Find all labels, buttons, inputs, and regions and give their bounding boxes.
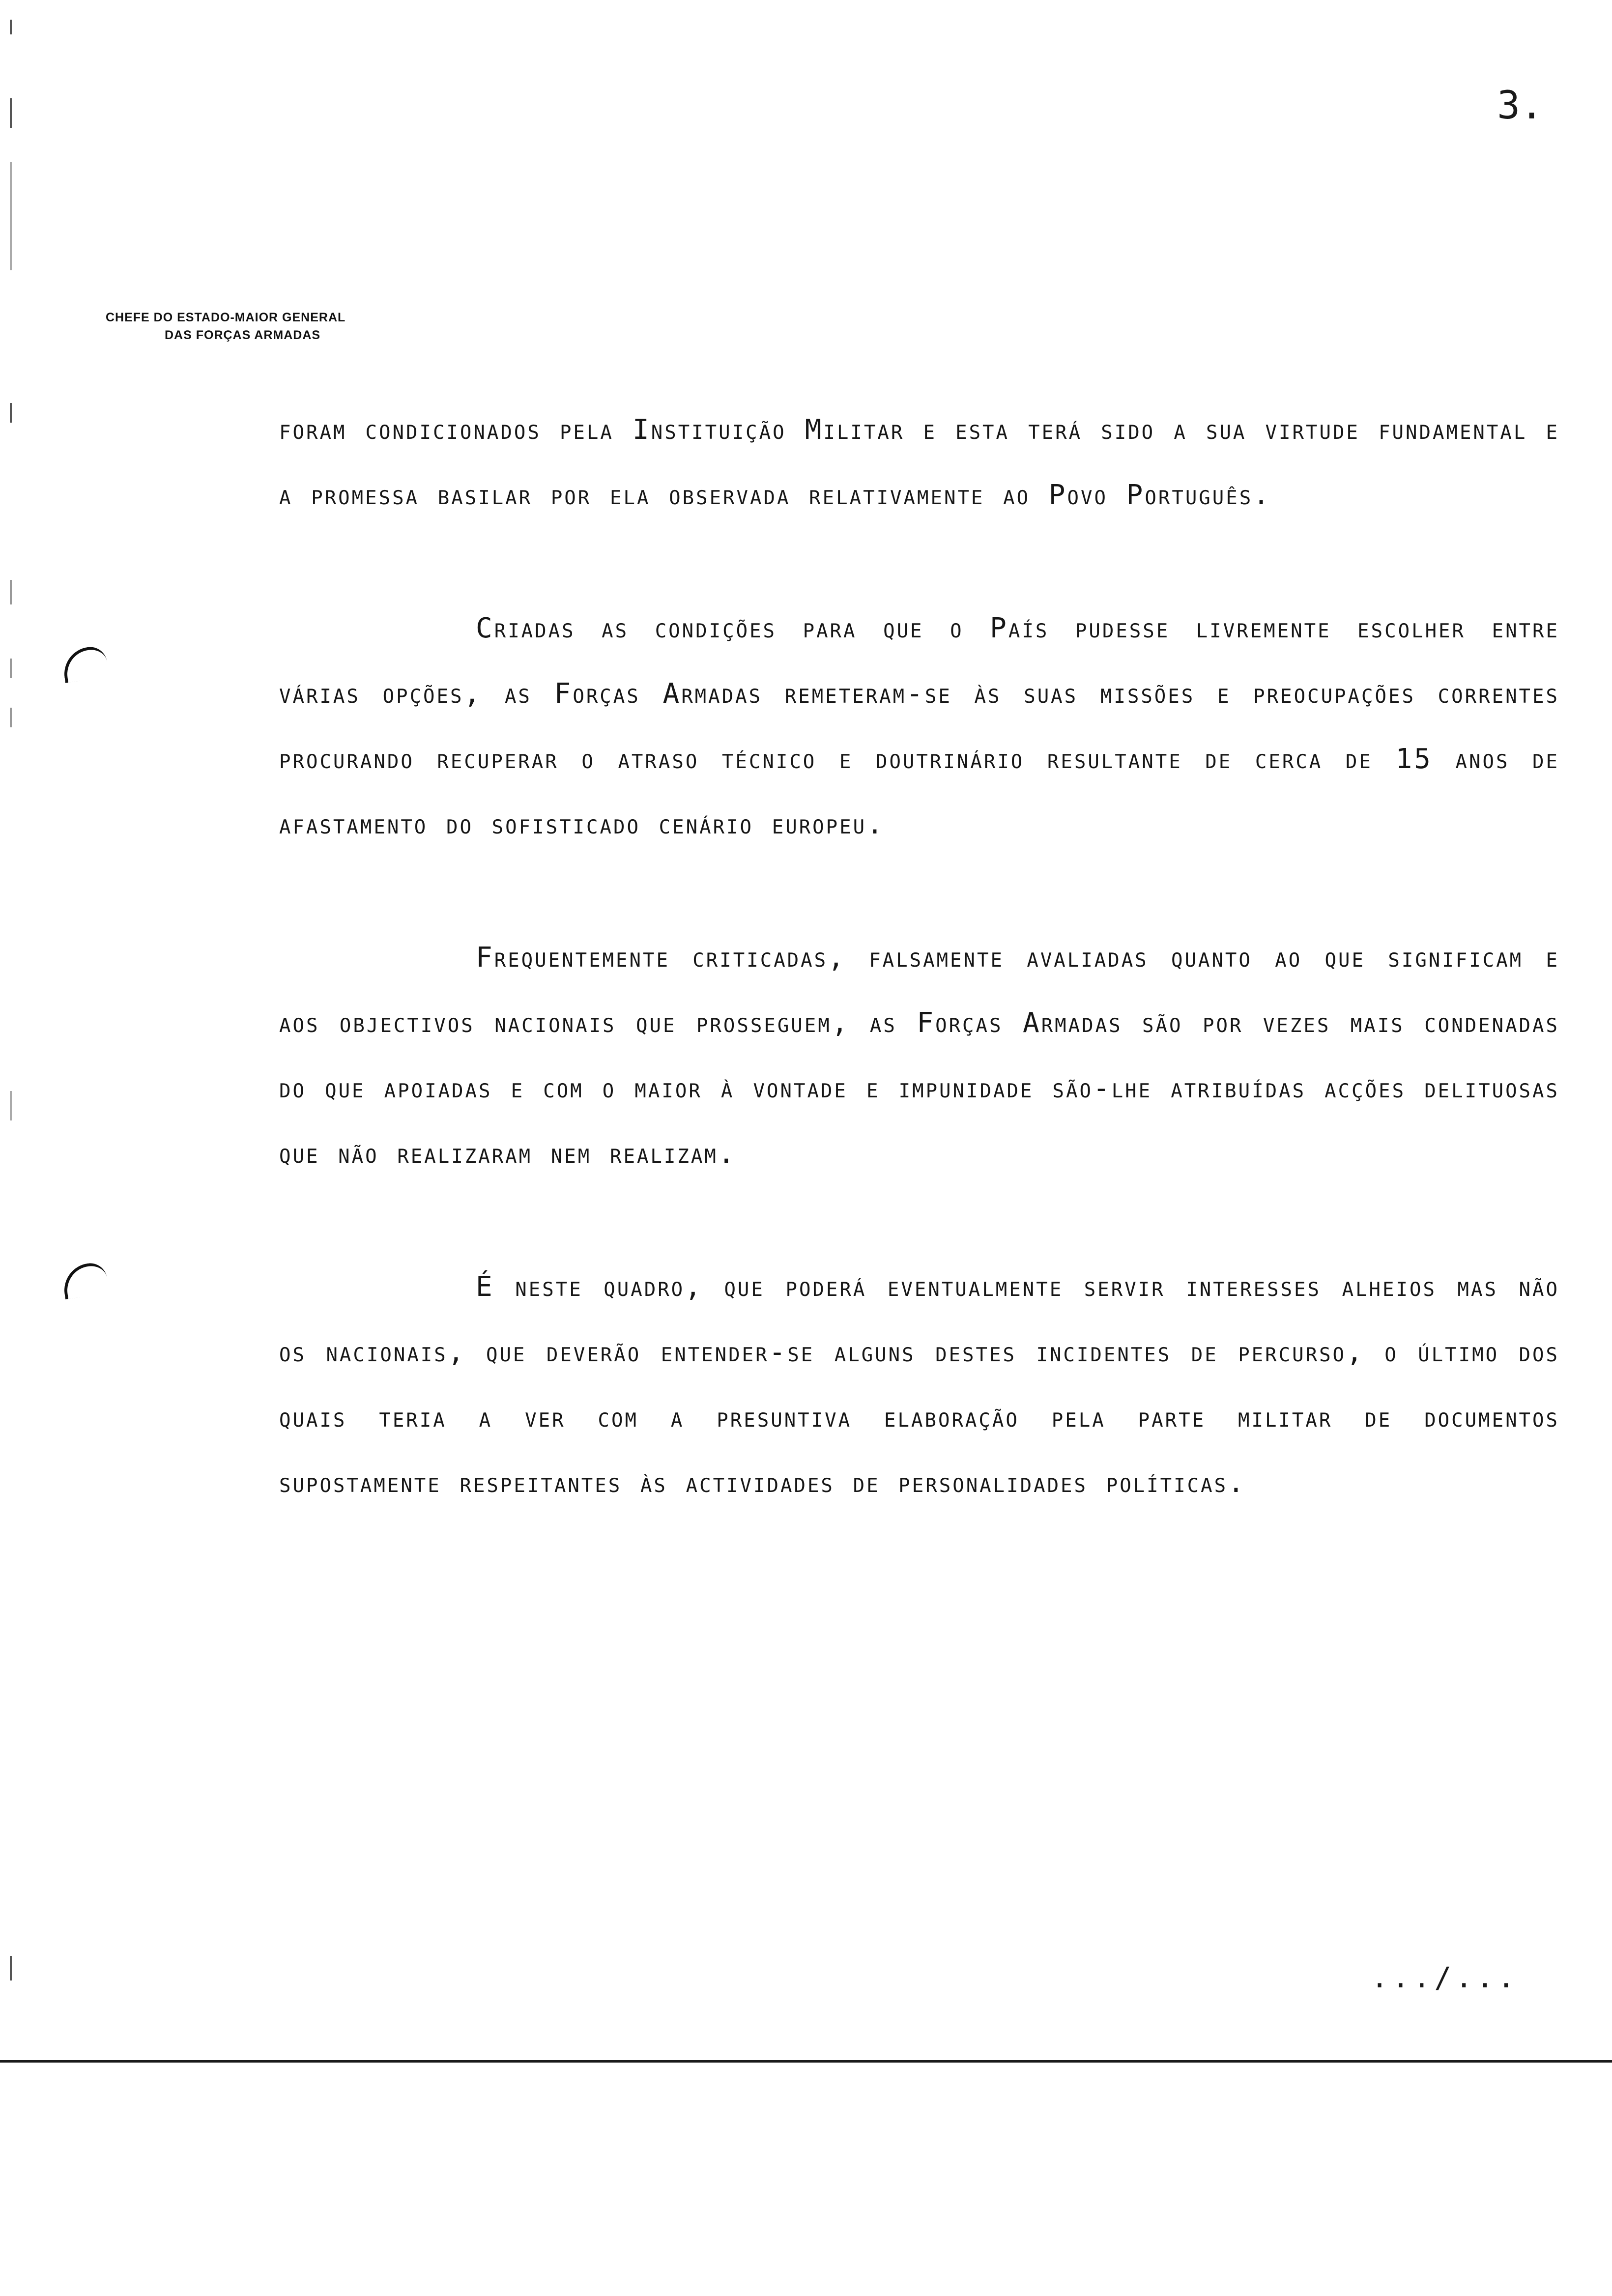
scan-speck: [10, 1091, 12, 1120]
scan-speck: [10, 659, 12, 678]
letterhead-line-2: DAS FORÇAS ARMADAS: [165, 328, 321, 343]
bottom-rule: [0, 2060, 1612, 2063]
scan-speck: [10, 580, 12, 604]
scan-speck: [10, 403, 12, 423]
scan-speck: [10, 162, 12, 270]
paragraph-4: [279, 1254, 1559, 1516]
paragraph-text: Frequentemente criticadas, falsamente avaliadas quanto ao que significam e aos objectivos nacionais que prosseguem, as Forças Armadas são por vezes mais condenadas do que apoiadas e com o maior à vontade e impunidade são-lhe atribuídas acções delituosas que não realizaram nem realizam.: [279, 942, 1559, 1170]
letterhead-line-1: CHEFE DO ESTADO-MAIOR GENERAL: [106, 311, 346, 324]
hole-punch-mark: [61, 1261, 109, 1299]
scan-speck: [10, 1956, 12, 1980]
hole-punch-mark: [61, 645, 109, 683]
letterhead: [106, 309, 345, 344]
scan-speck: [10, 20, 12, 34]
paragraph-2: [279, 596, 1559, 857]
scan-speck: [10, 708, 12, 727]
scan-speck: [10, 98, 12, 128]
scan-margin-specks: [4, 0, 24, 2296]
paragraph-1: [279, 397, 1559, 528]
document-body: [279, 397, 1559, 1583]
page-number: 3.: [1497, 84, 1543, 128]
paragraph-text: foram condicionados pela Instituição Militar e esta terá sido a sua virtude fundamental e a promessa basilar por ela observada relativamente ao Povo Português.: [279, 414, 1559, 511]
continuation-mark: .../...: [1371, 1961, 1519, 1994]
paragraph-3: [279, 925, 1559, 1186]
paragraph-text: Criadas as condições para que o País pudesse livremente escolher entre várias opções, as Forças Armadas remeteram-se às suas missões e preocupações correntes procurando recuperar o atraso técnico e doutrinário resultante de cerca de 15 anos de afastamento do sofisticado cenário europeu.: [279, 612, 1559, 840]
paragraph-text: É neste quadro, que poderá eventualmente servir interesses alheios mas não os nacionais, que deverão entender-se alguns destes incidentes de percurso, o último dos quais teria a ver com a presuntiva elaboração pela parte militar de documentos supostamente respeitantes às actividades de personalidades políticas.: [279, 1271, 1559, 1499]
